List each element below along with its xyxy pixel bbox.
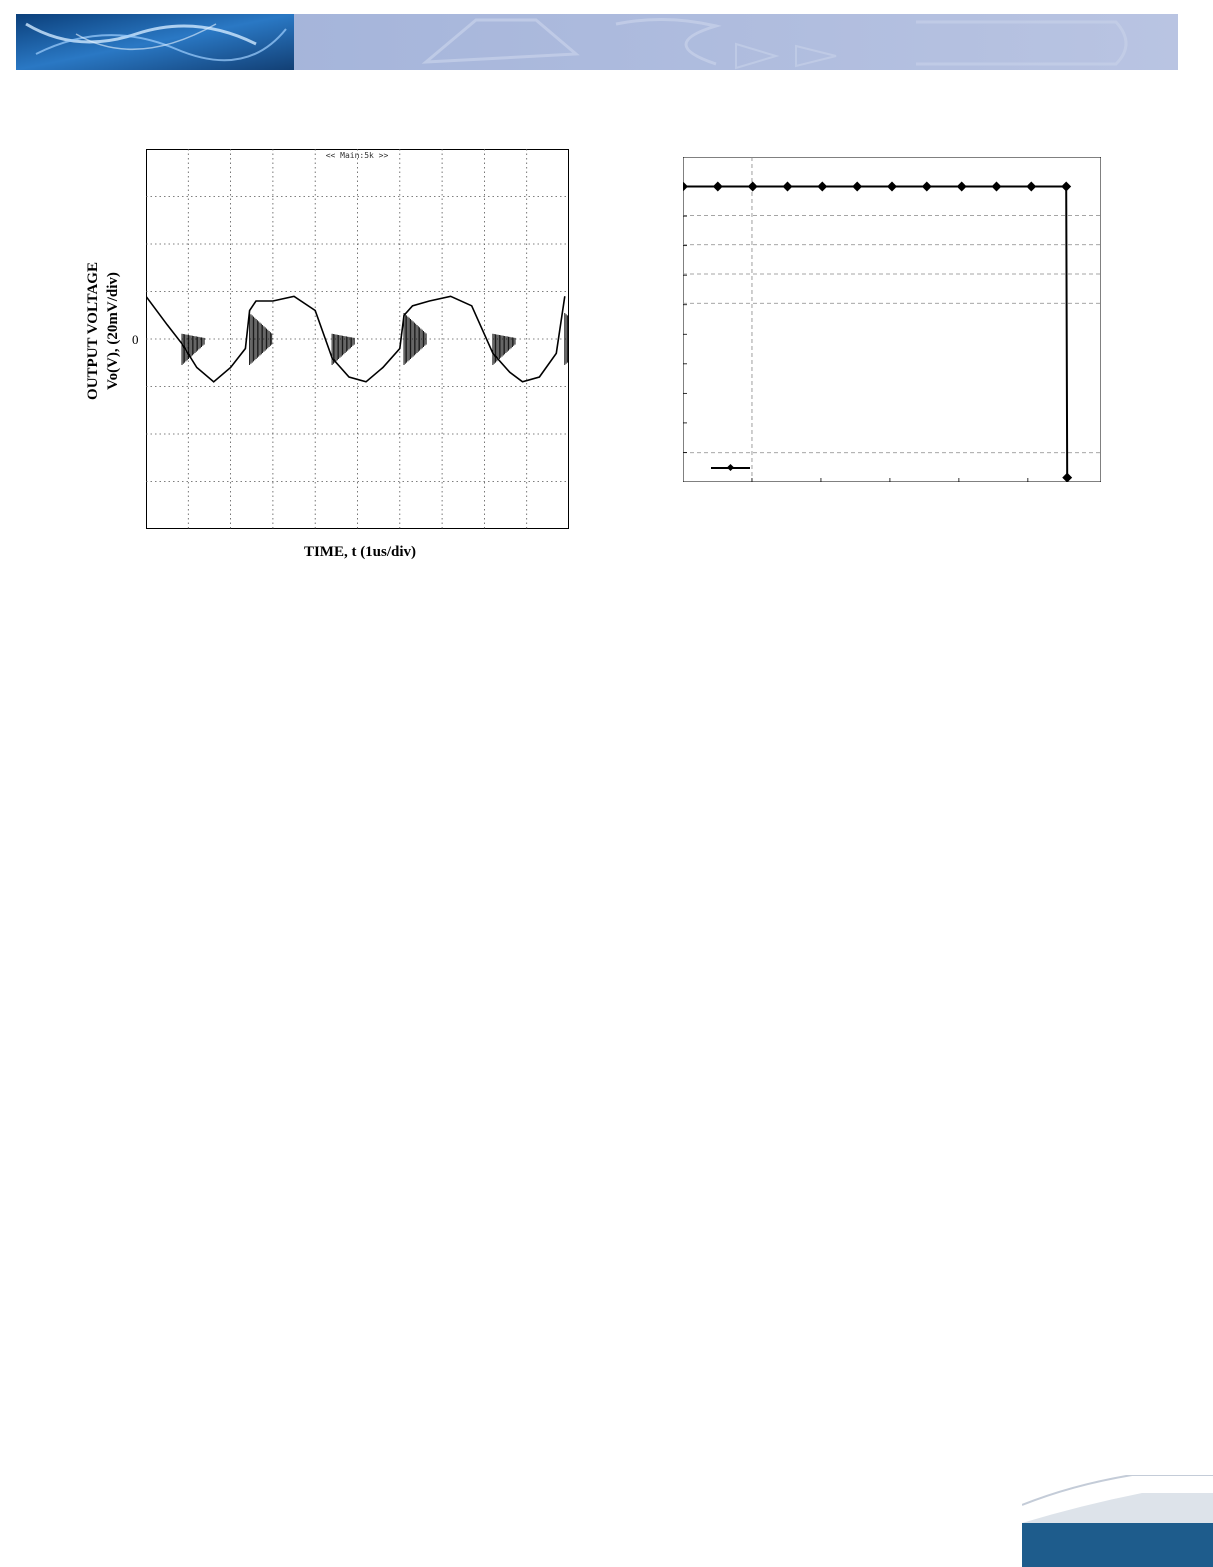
legend [711,464,750,471]
y-axis-label [78,241,124,421]
curve-point [1061,182,1071,192]
curve-point [1026,182,1036,192]
curve-point [887,182,897,192]
footer-corner [1022,1475,1213,1567]
curve-point [957,182,967,192]
curve-point [713,182,723,192]
curve-point [1062,473,1072,482]
scope-marker-label: << Main:5k >> [325,151,389,160]
curve-point [817,182,827,192]
y-axis-label-line1: OUTPUT VOLTAGE [85,262,101,400]
curve-plot-frame [683,157,1101,482]
x-axis-label: TIME, t (1us/div) [303,544,417,560]
header-banner [16,14,1178,70]
curve-series-group [683,182,1072,482]
scope-chart [146,149,569,529]
scope-ripple-burst [332,334,354,365]
curve-chart [683,157,1101,482]
curve-line [683,187,1067,478]
curve-gridlines [683,157,1101,482]
curve-point [852,182,862,192]
scope-ripple-burst [493,334,515,365]
legend-marker [727,464,734,471]
curve-point [992,182,1002,192]
y-axis-label-line2: Vo(V), (20mV/div) [105,272,121,390]
curve-point [922,182,932,192]
y-zero-label: 0 [132,332,139,347]
curve-point [748,182,758,192]
curve-point [683,182,688,192]
curve-point [783,182,793,192]
